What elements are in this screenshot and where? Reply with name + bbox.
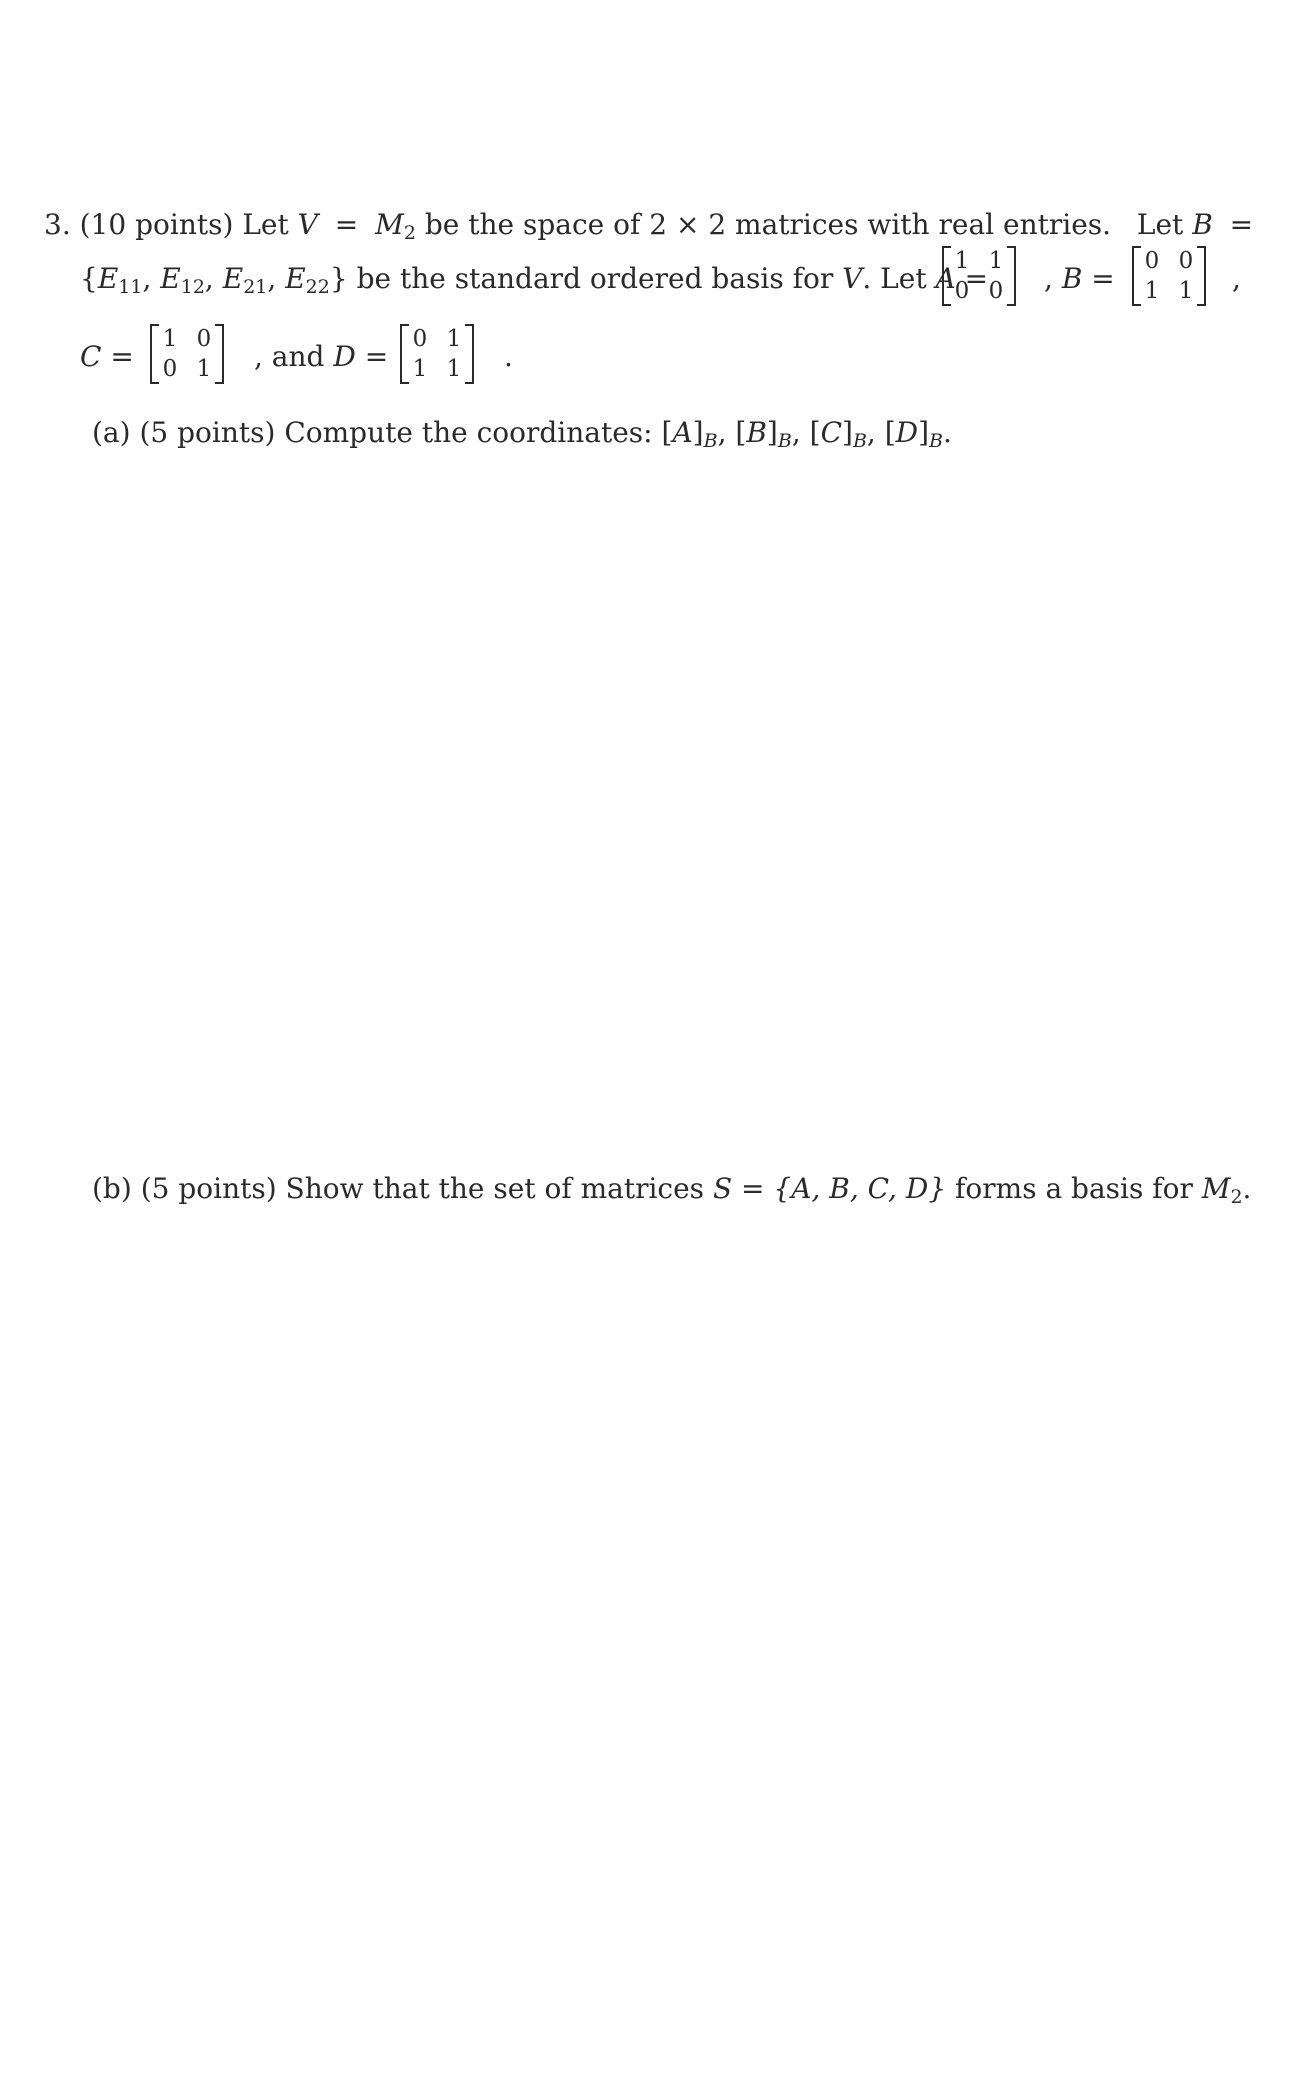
matrix-B-cell: 1: [1178, 278, 1194, 304]
var-D: D: [333, 340, 356, 373]
subscript-21: 21: [243, 276, 268, 298]
text-and: , and: [254, 340, 325, 373]
subscript-22: 22: [305, 276, 330, 298]
subscript-11: 11: [118, 276, 143, 298]
equals: =: [110, 340, 134, 373]
var-E21: E: [222, 262, 244, 295]
matrix-D-cell: 1: [446, 356, 462, 382]
basis-subscript: B: [703, 430, 718, 452]
basis-subscript: B: [852, 430, 867, 452]
matrix-B: [1132, 246, 1206, 306]
matrix-C-label: [80, 340, 134, 374]
matrix-B-cell: 0: [1178, 248, 1194, 274]
equals: =: [334, 208, 359, 241]
matrix-D-period: [504, 340, 513, 374]
var-E22: E: [285, 262, 306, 295]
matrix-C-cell: 0: [196, 326, 212, 352]
text-let-2: Let: [1136, 208, 1184, 241]
equals: =: [964, 262, 989, 295]
matrix-C-cell: 0: [162, 356, 178, 382]
var-M: M: [375, 208, 404, 241]
matrix-B-cell: 0: [1144, 248, 1160, 274]
var-V: V: [297, 208, 318, 241]
coord-A: $[A]_B$,: [661, 416, 727, 452]
matrix-A-cell: 0: [988, 278, 1004, 304]
problem-line-1: [44, 208, 1253, 242]
coord-D: $[D]_B$.: [884, 416, 952, 452]
part-a-points: (5 points): [139, 416, 276, 449]
subscript-12: 12: [180, 276, 205, 298]
text-let: . Let: [862, 262, 927, 295]
brace-open: {: [80, 262, 98, 295]
and-D-label: [254, 340, 388, 374]
var-C: C: [80, 340, 102, 373]
var-M: M: [1201, 1172, 1231, 1205]
set-ABCD: {A, B, C, D}: [773, 1172, 947, 1205]
coord-B: $[B]_B$,: [735, 416, 801, 452]
comma: ,: [142, 262, 152, 295]
matrix-D-cell: 0: [412, 326, 428, 352]
part-b-text-2: forms a basis for: [955, 1172, 1193, 1205]
text-space-def: be the space of 2 × 2 matrices with real entries.: [424, 208, 1112, 241]
part-a: [92, 416, 952, 450]
text-let: Let: [242, 208, 289, 241]
matrix-A-cell: 1: [988, 248, 1004, 274]
coord-C: $[C]_B$,: [809, 416, 876, 452]
matrix-B-cell: 1: [1144, 278, 1160, 304]
var-A: A: [672, 416, 693, 449]
var-D: D: [895, 416, 919, 449]
comma: ,: [1044, 262, 1053, 295]
matrix-D: [400, 324, 474, 384]
matrix-A-cell: 0: [954, 278, 970, 304]
matrix-C-cell: 1: [162, 326, 178, 352]
comma: ,: [204, 262, 214, 295]
matrix-C-cell: 1: [196, 356, 212, 382]
var-A: A: [935, 262, 956, 295]
brace-close: }: [329, 262, 348, 295]
var-C: C: [820, 416, 842, 449]
var-B: B: [746, 416, 767, 449]
problem-points: (10 points): [79, 208, 234, 241]
part-a-text: Compute the coordinates:: [284, 416, 653, 449]
var-basis-B: B: [1192, 208, 1213, 241]
comma: ,: [1232, 262, 1241, 295]
matrix-A-comma-and-B-label: [1044, 262, 1115, 296]
part-b-text: Show that the set of matrices: [285, 1172, 705, 1205]
matrix-C: [150, 324, 224, 384]
part-b-label: (b): [92, 1172, 132, 1205]
equals: =: [1091, 262, 1115, 295]
period: .: [1242, 1172, 1252, 1205]
part-a-label: (a): [92, 416, 131, 449]
matrix-B-comma: [1232, 262, 1241, 296]
basis-subscript: B: [777, 430, 792, 452]
matrix-A: [942, 246, 1016, 306]
matrix-D-cell: 1: [446, 326, 462, 352]
matrix-A-cell: 1: [954, 248, 970, 274]
equals: =: [741, 1172, 765, 1205]
matrix-D-cell: 1: [412, 356, 428, 382]
part-b-points: (5 points): [140, 1172, 277, 1205]
var-V: V: [842, 262, 863, 295]
var-E11: E: [97, 262, 119, 295]
comma: ,: [267, 262, 277, 295]
equals: =: [1229, 208, 1254, 241]
var-E12: E: [160, 262, 181, 295]
problem-number: 3.: [44, 208, 71, 241]
problem-line-2: [80, 262, 988, 296]
text-standard-basis: be the standard ordered basis for: [356, 262, 834, 295]
basis-subscript: B: [929, 430, 944, 452]
part-b: [92, 1172, 1251, 1206]
var-S: S: [712, 1172, 733, 1205]
subscript-2: 2: [403, 222, 416, 244]
equals: =: [364, 340, 389, 373]
period: .: [504, 340, 513, 373]
subscript-2: 2: [1230, 1186, 1243, 1208]
var-B: B: [1061, 262, 1083, 295]
